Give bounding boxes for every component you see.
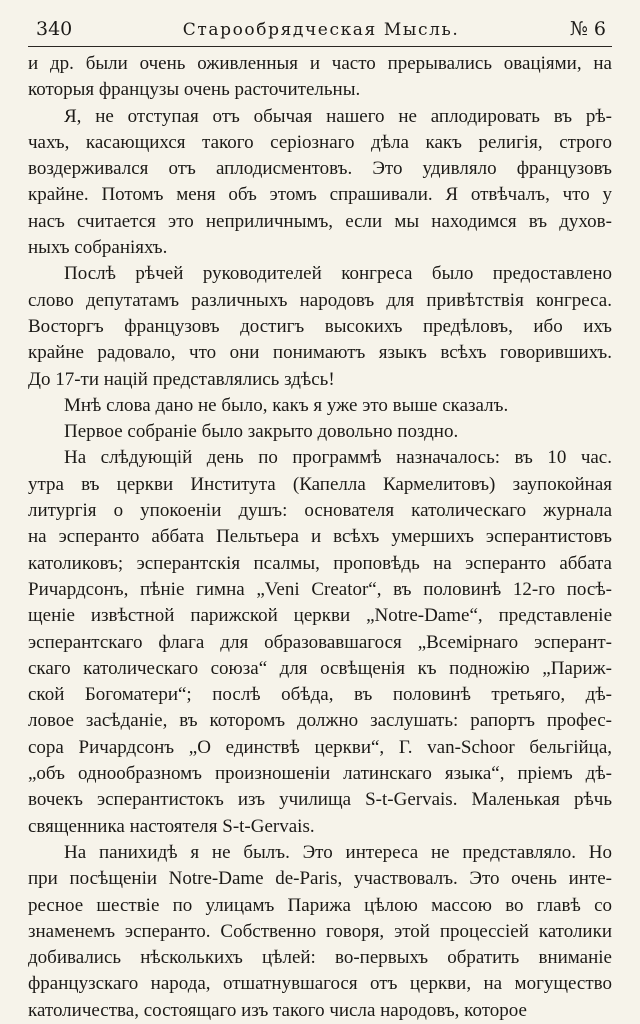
text-line: ской Богоматери“; послѣ обѣда, въ половинѣ третьяго, дѣ- [28, 684, 612, 706]
paragraph [28, 445, 612, 839]
paragraph [28, 393, 612, 419]
running-header [28, 16, 612, 47]
text-line: воздерживался отъ аплодисментовъ. Это удивляло французовъ [28, 158, 612, 180]
text-line: литургія о упокоеніи душъ: основателя католическаго журнала [28, 500, 612, 522]
page-number: 340 [36, 18, 73, 40]
text-line: слово депутатамъ различныхъ народовъ для привѣтствія конгреса. [28, 289, 612, 311]
text-line: скаго католическаго союза“ для освѣщенія къ подножію „Париж- [28, 657, 612, 679]
text-line: Послѣ рѣчей руководителей конгреса было предоставлено [64, 263, 612, 285]
text-line: Ричардсонъ, пѣніе гимна „Veni Creator“, въ половинѣ 12-го посѣ- [28, 578, 612, 600]
paragraph [28, 51, 612, 104]
text-line: До 17-ти націй представлялись здѣсь! [28, 368, 335, 390]
text-line: Восторгъ французовъ достигъ высокихъ предѣловъ, ибо ихъ [28, 315, 612, 337]
text-line: добивались нѣсколькихъ цѣлей: во-первыхъ обратить вниманіе [28, 947, 612, 969]
text-line: вочекъ эсперантистокъ изъ училища S-t-Gervais. Маленькая рѣчь [28, 789, 612, 811]
text-line: На слѣдующій день по программѣ назначалось: въ 10 час. [64, 447, 612, 469]
text-line: ныхъ собраніяхъ. [28, 237, 168, 259]
paragraph [28, 419, 612, 445]
text-line: утра въ церкви Института (Капелла Кармелитовъ) заупокойная [28, 473, 612, 495]
text-line: католиковъ; эсперантскія псалмы, проповѣдь на эсперанто аббата [28, 552, 612, 574]
text-line: и др. были очень оживленныя и часто прерывались оваціями, на [28, 53, 612, 74]
paragraph [28, 104, 612, 262]
text-line: насъ считается это неприличнымъ, если мы находимся въ духов- [28, 210, 612, 232]
text-line: крайне. Потомъ меня объ этомъ спрашивали. Я отвѣчалъ, что у [28, 184, 612, 206]
text-line: ресное шествіе по улицамъ Парижа цѣлою массою во главѣ со [28, 894, 612, 916]
issue-number: № 6 [569, 18, 606, 40]
paragraph [28, 261, 612, 392]
text-line: при посѣщеніи Notre-Dame de-Paris, участвовалъ. Это очень инте- [28, 868, 612, 890]
body-text [28, 51, 612, 1024]
text-line: Мнѣ слова дано не было, какъ я уже это выше сказалъ. [64, 394, 509, 416]
text-line: французскаго народа, отшатнувшагося отъ церкви, на могущество [28, 973, 612, 995]
text-line: „объ однообразномъ произношеніи латинскаго языка“, пріемъ дѣ- [28, 763, 612, 785]
text-line: чахъ, касающихся такого серіознаго дѣла какъ религія, строго [28, 131, 612, 153]
text-line: Я, не отступая отъ обычая нашего не аплодировать въ рѣ- [64, 105, 612, 127]
text-line: на эсперанто аббата Пельтьера и всѣхъ умершихъ эсперантистовъ [28, 526, 612, 548]
paragraph [28, 840, 612, 1024]
text-line: На панихидѣ я не былъ. Это интереса не представляло. Но [64, 841, 612, 863]
text-line: священника настоятеля S-t-Gervais. [28, 815, 315, 837]
text-line: крайне радовало, что они понимаютъ языкъ всѣхъ говорившихъ. [28, 342, 612, 364]
text-line: знаменемъ эсперанто. Собственно говоря, этой процессіей католики [28, 920, 612, 942]
text-line: щеніе извѣстной парижской церкви „Notre-Dame“, представленіе [28, 605, 612, 627]
text-line: католичества, состоящаго изъ такого числа народовъ, которое [28, 999, 527, 1021]
text-line: эсперантскаго флага для образовавшагося „Всемірнаго эсперант- [28, 631, 612, 653]
journal-title: Старообрядческая Мысль. [182, 20, 460, 40]
text-line: которыя французы очень расточительны. [28, 79, 361, 101]
text-line: сора Ричардсонъ „О единствѣ церкви“, Г. van-Schoor бельгійца, [28, 736, 612, 758]
text-line: ловое засѣданіе, въ которомъ должно заслушать: рапортъ профес- [28, 710, 612, 732]
text-line: Первое собраніе было закрыто довольно поздно. [64, 421, 459, 443]
